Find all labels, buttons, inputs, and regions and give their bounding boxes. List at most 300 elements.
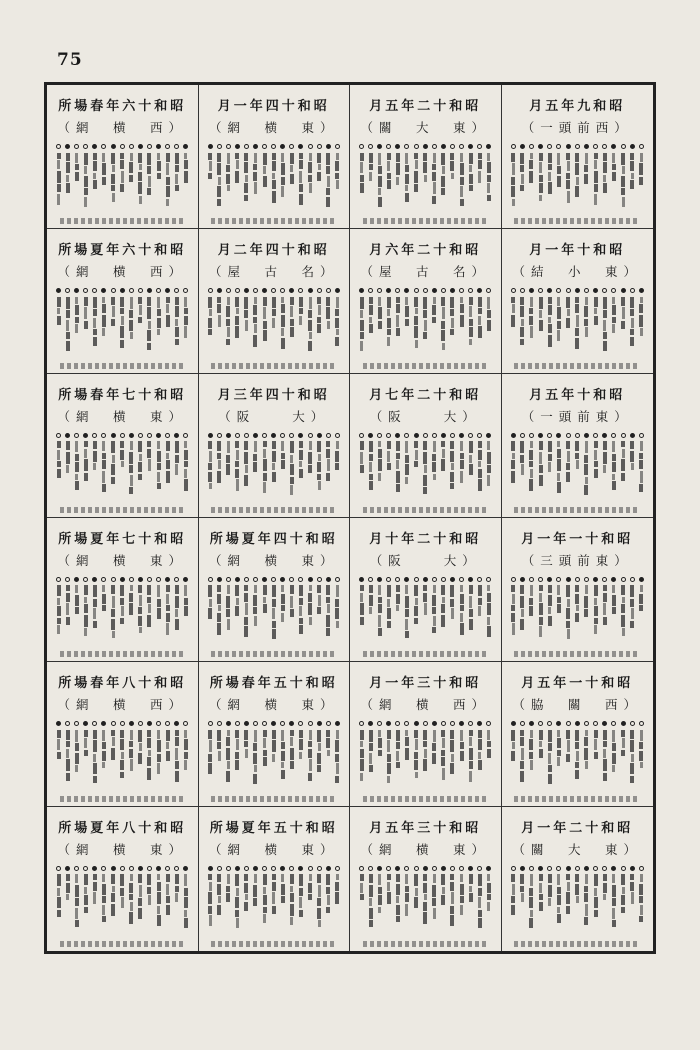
fine-print-glyph: [184, 874, 187, 886]
fine-print-glyph: [511, 874, 515, 882]
fine-print-glyph: [147, 153, 151, 165]
fine-print-glyph: [539, 452, 542, 464]
fine-print-glyph: [423, 310, 427, 318]
fine-print-glyph: [299, 888, 303, 896]
fine-print-glyph: [460, 471, 463, 483]
fine-print-glyph: [308, 894, 312, 900]
fine-print-glyph: [290, 737, 293, 746]
bout-result-column: [459, 577, 464, 648]
fine-print-glyph: [308, 465, 312, 473]
result-mark: [556, 433, 561, 438]
result-mark: [147, 866, 152, 871]
result-mark: [165, 577, 170, 582]
fine-print-glyph: [423, 912, 427, 924]
fine-print-glyph: [539, 626, 542, 637]
bout-result-column: [423, 721, 428, 792]
result-mark: [511, 288, 516, 293]
fine-print-glyph: [253, 774, 257, 784]
fine-print-glyph: [299, 910, 303, 917]
fine-print-glyph: [281, 585, 284, 592]
fine-print-glyph: [575, 762, 579, 768]
fine-print-glyph: [235, 585, 239, 596]
fine-print-glyph: [640, 905, 643, 915]
fine-print-glyph: [175, 761, 179, 769]
fine-print-glyph: [236, 479, 239, 491]
fine-print-glyph: [235, 874, 239, 886]
fine-print-glyph: [378, 166, 382, 174]
fine-print-glyph: [603, 175, 606, 182]
result-mark: [111, 721, 116, 726]
bout-result-column: [129, 577, 134, 648]
fine-print-glyph: [424, 175, 427, 182]
bout-result-column: [566, 144, 571, 215]
fine-print-glyph: [217, 594, 221, 604]
fine-print-glyph: [308, 162, 312, 173]
fine-print-glyph: [478, 888, 482, 896]
result-mark: [183, 721, 188, 726]
result-mark: [174, 721, 179, 726]
fine-print-glyph: [594, 874, 598, 886]
bout-result-column: [639, 577, 644, 648]
fine-print-glyph: [93, 585, 97, 597]
result-mark: [174, 433, 179, 438]
fine-print-glyph: [111, 730, 115, 736]
fine-print-glyph: [299, 461, 302, 467]
bout-result-column: [65, 866, 70, 938]
fine-print-glyph: [66, 183, 70, 193]
bout-result-column: [101, 144, 106, 215]
fine-print-glyph: [387, 337, 390, 346]
fine-print-glyph: [557, 321, 561, 329]
fine-print-glyph: [147, 738, 151, 748]
result-mark: [156, 577, 161, 582]
fine-print-glyph: [460, 613, 463, 622]
fine-print-glyph: [93, 441, 97, 449]
fine-print-glyph: [369, 753, 372, 764]
result-mark: [377, 288, 382, 293]
bout-result-column: [404, 144, 409, 215]
bout-result-column: [101, 577, 106, 648]
fine-print-glyph: [335, 161, 339, 171]
fine-print-glyph: [272, 629, 276, 639]
bout-result-column: [511, 577, 516, 648]
fine-print-glyph: [469, 585, 473, 594]
fine-print-glyph: [111, 174, 115, 184]
fine-print-glyph: [130, 585, 133, 591]
fine-print-glyph: [469, 339, 472, 345]
fine-print-glyph: [166, 884, 169, 895]
bout-result-column: [74, 433, 79, 504]
bout-results: [508, 577, 648, 648]
table-cell: [199, 662, 351, 806]
fine-print-glyph: [621, 604, 625, 613]
fine-print-glyph: [227, 619, 230, 630]
result-mark: [174, 144, 179, 149]
result-mark: [226, 721, 231, 726]
fine-print-glyph: [441, 730, 445, 737]
fine-print-glyph: [396, 471, 400, 483]
fine-print-glyph: [66, 741, 70, 747]
fine-print-glyph: [423, 585, 427, 591]
fine-print-glyph: [84, 449, 87, 458]
fine-print-glyph: [157, 882, 161, 891]
fine-print-glyph: [478, 730, 482, 738]
fine-print-glyph: [441, 585, 445, 595]
fine-print-glyph: [478, 897, 481, 908]
fine-print-glyph: [147, 887, 151, 894]
fine-print-glyph: [281, 328, 284, 336]
bout-result-column: [566, 866, 571, 938]
result-mark: [289, 288, 294, 293]
fine-print-glyph: [139, 454, 142, 461]
fine-print-glyph: [566, 730, 570, 739]
fine-print-glyph: [336, 874, 339, 880]
cell-subtitle: （屋 古 名）: [360, 264, 490, 280]
fine-print-glyph: [57, 297, 61, 307]
fine-print-glyph: [112, 165, 115, 172]
cell-subtitle: （網 横 東）: [57, 841, 187, 857]
result-mark: [556, 721, 561, 726]
bout-results: [53, 577, 192, 648]
fine-print-glyph: [631, 608, 634, 619]
fine-print-glyph: [405, 585, 408, 594]
bout-result-column: [477, 866, 482, 938]
bout-result-column: [183, 288, 188, 359]
fine-print-glyph: [639, 484, 643, 492]
fine-print-glyph: [460, 315, 464, 327]
fine-print-glyph: [217, 453, 221, 459]
fine-print-glyph: [218, 605, 221, 611]
fine-print-glyph: [576, 177, 579, 185]
fine-print-glyph: [539, 741, 542, 747]
fine-print-glyph: [621, 730, 625, 737]
bout-result-column: [404, 288, 409, 359]
fine-print-glyph: [281, 177, 285, 185]
result-mark: [56, 577, 61, 582]
fine-print-glyph: [451, 892, 454, 904]
result-mark: [423, 144, 428, 149]
result-mark: [308, 288, 313, 293]
result-mark: [395, 721, 400, 726]
fine-print-glyph: [414, 171, 418, 183]
result-mark: [486, 433, 491, 438]
fine-print-glyph: [66, 874, 70, 881]
fine-print-glyph: [460, 874, 463, 882]
fine-print-glyph: [290, 730, 294, 736]
fine-print-glyph: [378, 153, 381, 165]
fine-print-glyph: [309, 585, 312, 591]
fine-print-glyph: [308, 320, 312, 331]
fine-print-glyph: [487, 902, 490, 911]
fine-print-glyph: [612, 297, 615, 304]
fine-print-glyph: [75, 753, 79, 764]
fine-print-glyph: [414, 760, 418, 770]
fine-print-glyph: [184, 479, 188, 491]
fine-print-glyph: [396, 163, 400, 175]
fine-print-glyph: [290, 585, 294, 594]
fine-print-glyph: [326, 166, 330, 174]
fine-print-glyph: [326, 441, 330, 447]
bout-result-column: [404, 577, 409, 648]
bout-result-column: [335, 288, 340, 359]
fine-print-glyph: [432, 462, 436, 472]
bout-result-column: [477, 433, 482, 504]
fine-print-glyph: [157, 740, 161, 752]
table-cell: [350, 807, 502, 951]
fine-print-glyph: [478, 760, 482, 770]
bout-result-column: [639, 866, 644, 938]
fine-print-glyph: [290, 886, 293, 892]
fine-print-glyph: [120, 441, 124, 448]
result-mark: [639, 144, 644, 149]
bout-result-column: [262, 721, 267, 792]
bout-result-column: [183, 721, 188, 792]
fine-print-glyph: [423, 741, 427, 747]
fine-print-glyph: [585, 327, 588, 337]
fine-print-glyph: [209, 882, 212, 891]
fine-print-glyph: [567, 451, 570, 462]
fine-print-glyph: [138, 182, 142, 194]
fine-print-glyph: [327, 176, 330, 187]
fine-print-glyph: [584, 886, 588, 892]
fine-print-glyph: [157, 451, 161, 462]
result-mark: [65, 144, 70, 149]
fine-print-glyph: [326, 907, 330, 913]
fine-print-glyph: [639, 605, 643, 611]
fine-print-glyph: [387, 297, 391, 308]
fine-print-glyph: [360, 441, 364, 450]
cell-subtitle: （網 横 東）: [208, 120, 339, 135]
fine-print-glyph: [369, 317, 372, 323]
fine-print-glyph: [263, 166, 266, 174]
fine-print-glyph: [630, 297, 634, 308]
fine-print-glyph: [487, 153, 490, 161]
fine-print-glyph: [244, 874, 248, 881]
bout-result-column: [111, 288, 116, 359]
fine-print-glyph: [451, 608, 454, 619]
fine-print-glyph: [84, 874, 88, 885]
fine-print-glyph: [557, 907, 560, 913]
result-mark: [450, 288, 455, 293]
result-mark: [165, 866, 170, 871]
fine-print-glyph: [539, 585, 543, 591]
fine-print-glyph: [539, 902, 543, 911]
result-mark: [593, 721, 598, 726]
fine-print-glyph: [317, 898, 321, 906]
fine-print-glyph: [469, 596, 472, 608]
result-mark: [335, 577, 340, 582]
cell-title: 所場夏年五十和昭: [209, 820, 338, 836]
fine-print-glyph: [575, 441, 579, 451]
fine-print-glyph: [102, 153, 105, 162]
fine-print-glyph: [147, 166, 151, 174]
fine-print-glyph: [387, 599, 390, 607]
fine-print-glyph: [487, 894, 491, 900]
decorative-rule: [363, 651, 488, 657]
fine-print-glyph: [584, 748, 588, 760]
result-mark: [253, 721, 258, 726]
result-mark: [377, 144, 382, 149]
fine-print-glyph: [281, 605, 285, 611]
fine-print-glyph: [575, 594, 579, 604]
fine-print-glyph: [299, 598, 303, 605]
bout-result-column: [226, 721, 231, 792]
fine-print-glyph: [511, 751, 515, 761]
fine-print-glyph: [57, 888, 60, 896]
fine-print-glyph: [166, 460, 170, 469]
fine-print-glyph: [414, 326, 418, 338]
fine-print-glyph: [244, 162, 248, 173]
fine-print-glyph: [487, 617, 490, 625]
fine-print-glyph: [157, 599, 161, 607]
fine-print-glyph: [405, 441, 408, 453]
fine-print-glyph: [157, 309, 161, 316]
fine-print-glyph: [378, 449, 382, 458]
bout-result-column: [593, 144, 598, 215]
fine-print-glyph: [369, 454, 373, 461]
bout-result-column: [547, 721, 552, 792]
result-mark: [459, 866, 464, 871]
fine-print-glyph: [147, 730, 151, 737]
fine-print-glyph: [575, 613, 579, 622]
fine-print-glyph: [226, 174, 230, 184]
fine-print-glyph: [84, 604, 88, 613]
bout-result-column: [120, 577, 125, 648]
bout-result-column: [253, 866, 258, 938]
fine-print-glyph: [235, 760, 239, 770]
fine-print-glyph: [566, 906, 570, 914]
fine-print-glyph: [227, 441, 230, 453]
fine-print-glyph: [281, 304, 285, 313]
table-cell: [47, 518, 199, 662]
fine-print-glyph: [630, 730, 634, 739]
fine-print-glyph: [290, 485, 293, 495]
fine-print-glyph: [557, 449, 561, 458]
fine-print-glyph: [157, 173, 161, 179]
fine-print-glyph: [478, 461, 481, 467]
fine-print-glyph: [557, 730, 560, 737]
fine-print-glyph: [130, 730, 133, 740]
result-mark: [308, 433, 313, 438]
bout-results: [205, 577, 344, 648]
bout-result-column: [101, 721, 106, 792]
fine-print-glyph: [235, 752, 239, 759]
result-mark: [174, 577, 179, 582]
table-cell: [47, 85, 199, 229]
result-mark: [575, 433, 580, 438]
result-mark: [441, 288, 446, 293]
fine-print-glyph: [299, 618, 303, 624]
fine-print-glyph: [478, 297, 482, 307]
fine-print-glyph: [244, 310, 248, 318]
bout-result-column: [183, 433, 188, 504]
fine-print-glyph: [450, 451, 454, 462]
fine-print-glyph: [584, 165, 588, 172]
fine-print-glyph: [566, 463, 570, 470]
fine-print-glyph: [281, 186, 284, 197]
fine-print-glyph: [603, 341, 607, 351]
fine-print-glyph: [57, 450, 60, 460]
result-mark: [138, 433, 143, 438]
bout-result-column: [368, 721, 373, 792]
result-mark: [441, 433, 446, 438]
fine-print-glyph: [369, 172, 372, 181]
bout-result-column: [441, 288, 446, 359]
bout-result-column: [377, 721, 382, 792]
result-mark: [359, 866, 364, 871]
fine-print-glyph: [387, 776, 390, 783]
fine-print-glyph: [378, 297, 381, 306]
fine-print-glyph: [112, 596, 115, 608]
result-mark: [244, 144, 249, 149]
result-mark: [520, 433, 525, 438]
fine-print-glyph: [57, 171, 61, 183]
fine-print-glyph: [511, 153, 515, 162]
fine-print-glyph: [433, 730, 436, 742]
table-cell: [47, 662, 199, 806]
fine-print-glyph: [460, 304, 464, 313]
fine-print-glyph: [603, 894, 606, 900]
fine-print-glyph: [630, 180, 634, 189]
fine-print-glyph: [66, 153, 70, 161]
bout-results: [205, 144, 344, 215]
decorative-rule: [363, 941, 488, 947]
fine-print-glyph: [290, 327, 294, 337]
fine-print-glyph: [566, 585, 570, 597]
fine-print-glyph: [336, 585, 339, 597]
fine-print-glyph: [184, 326, 187, 338]
fine-print-glyph: [66, 175, 69, 182]
fine-print-glyph: [112, 737, 115, 746]
fine-print-glyph: [130, 874, 133, 881]
bout-result-column: [165, 721, 170, 792]
fine-print-glyph: [111, 185, 115, 191]
fine-print-glyph: [512, 304, 515, 313]
fine-print-glyph: [520, 737, 524, 746]
bout-result-column: [147, 577, 152, 648]
fine-print-glyph: [640, 874, 643, 882]
bout-result-column: [414, 721, 419, 792]
bout-result-column: [441, 144, 446, 215]
fine-print-glyph: [175, 730, 179, 736]
fine-print-glyph: [148, 459, 151, 471]
fine-print-glyph: [378, 895, 382, 905]
fine-print-glyph: [478, 585, 482, 596]
fine-print-glyph: [487, 593, 491, 602]
bout-result-column: [556, 721, 561, 792]
bout-result-column: [308, 288, 313, 359]
fine-print-glyph: [93, 892, 96, 904]
fine-print-glyph: [317, 607, 321, 614]
fine-print-glyph: [521, 319, 524, 326]
bout-result-column: [386, 866, 391, 938]
result-mark: [575, 288, 580, 293]
cell-title: 所場春年六十和昭: [58, 99, 187, 114]
fine-print-glyph: [557, 441, 560, 447]
result-mark: [621, 866, 626, 871]
fine-print-glyph: [57, 184, 61, 192]
fine-print-glyph: [557, 750, 561, 756]
fine-print-glyph: [244, 153, 248, 161]
fine-print-glyph: [621, 895, 625, 905]
bout-result-column: [414, 433, 419, 504]
fine-print-glyph: [640, 297, 643, 303]
fine-print-glyph: [84, 895, 88, 905]
fine-print-glyph: [415, 888, 418, 896]
fine-print-glyph: [157, 297, 160, 308]
fine-print-glyph: [166, 441, 170, 451]
bout-result-column: [253, 721, 258, 792]
